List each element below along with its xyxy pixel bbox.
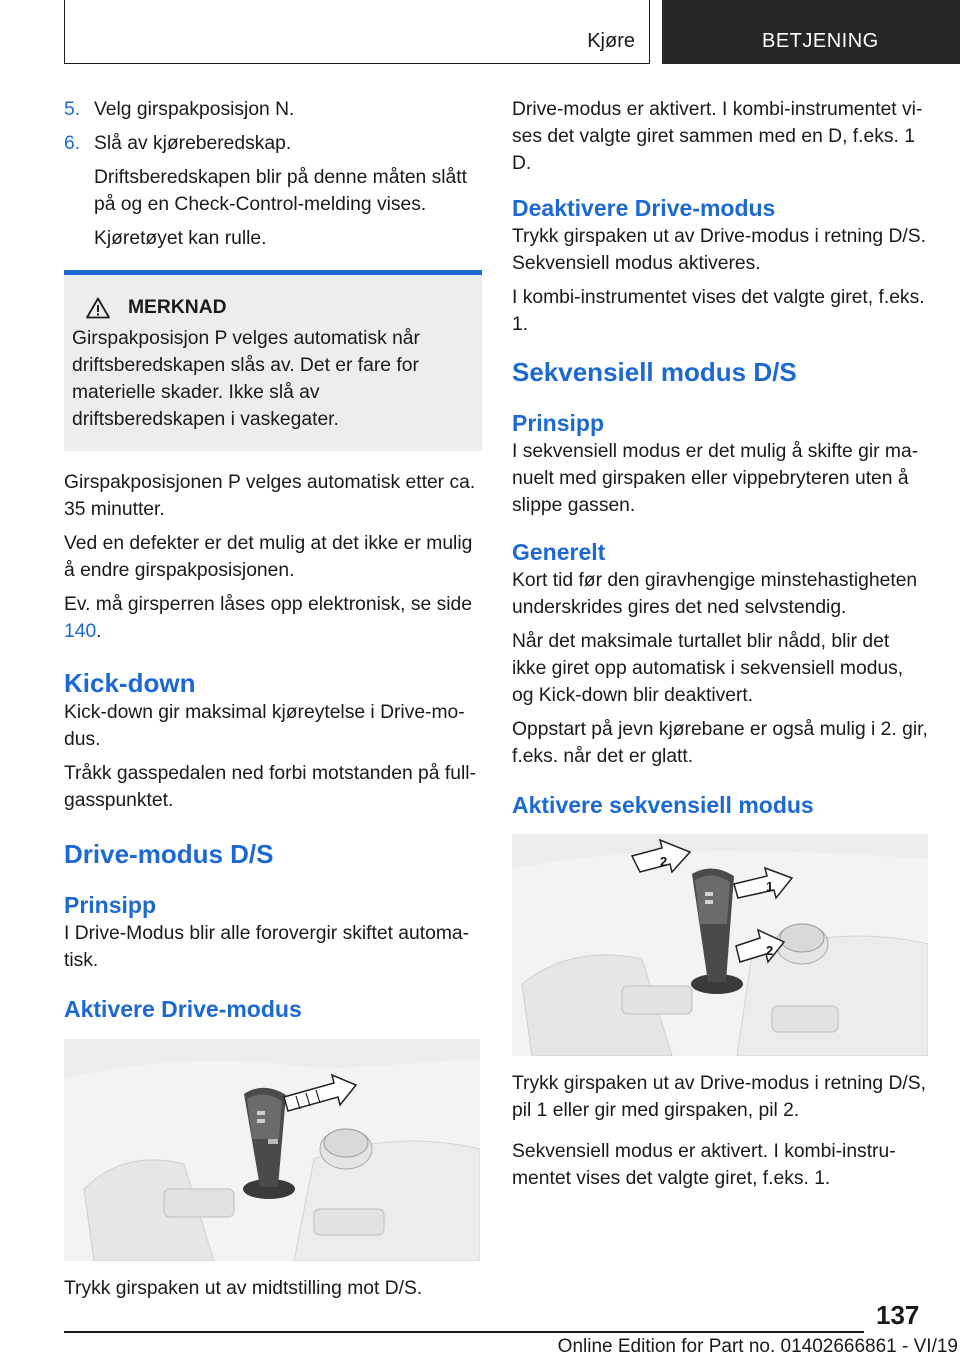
paragraph: I Drive-Modus blir alle forovergir skiftet automatisk. <box>64 923 470 971</box>
paragraph: Girspakposisjonen P velges automatisk etter ca. 35 minutter. <box>64 472 476 520</box>
image-caption: Trykk girspaken ut av midtstilling mot D/S. <box>64 1278 423 1299</box>
gear-selector-arrows-image <box>512 834 928 1056</box>
header-section-box <box>64 0 650 64</box>
paragraph: Når det maksimale turtallet blir nådd, blir det ikke giret opp automatisk i sekvensiell modus, og Kick-down blir deaktivert. <box>512 631 904 706</box>
paragraph: Trykk girspaken ut av Drive-modus i retning D/S. Sekvensiell modus aktiveres. <box>512 226 926 274</box>
paragraph: Kort tid før den giravhengige minstehastigheten underskrides gires det ned selvstendig. <box>512 570 918 618</box>
header-chapter-box <box>662 0 960 64</box>
step-text: Slå av kjøreberedskap. <box>94 133 292 154</box>
footer-divider <box>64 1331 864 1333</box>
step-detail: Kjøretøyet kan rulle. <box>94 228 267 249</box>
paragraph: Ved en defekter er det mulig at det ikke er mulig å endre girspakposisjonen. <box>64 533 473 581</box>
step-number: 5. <box>64 99 81 120</box>
arrow-label: 2 <box>766 943 774 958</box>
warning-icon <box>86 297 110 319</box>
header-chapter-title: BETJENING <box>762 30 879 52</box>
list-item <box>64 96 482 123</box>
header-section-title: Kjøre <box>587 30 635 52</box>
list-item <box>64 130 482 157</box>
paragraph: Ev. må girsperren låses opp elektronisk, se side 140. <box>64 594 472 642</box>
heading-activate-drive: Aktivere Drive-modus <box>64 996 302 1022</box>
heading-general: Generelt <box>512 539 606 565</box>
step-text: Velg girspakposisjon N. <box>94 99 295 120</box>
image-caption: Trykk girspaken ut av Drive-modus i retning D/S, pil 1 eller gir med girspaken, pil 2. <box>512 1073 926 1121</box>
left-column <box>64 96 482 1309</box>
paragraph: Tråkk gasspedalen ned forbi motstanden på fullgasspunktet. <box>64 763 476 811</box>
paragraph: Drive-modus er aktivert. I kombi-instrumentet vises det valgte giret sammen med en D, f.eks. 1 D. <box>512 99 923 174</box>
notice-box <box>64 270 482 451</box>
notice-text: Girspakposisjon P velges automatisk når driftsberedskapen slås av. Det er fare for materielle skader. Ikke slå av driftsberedskapen i vaskegater. <box>72 328 420 430</box>
gear-selector-image <box>64 1039 480 1261</box>
paragraph: Sekvensiell modus er aktivert. I kombi-instrumentet vises det valgte giret, f.eks. 1. <box>512 1141 896 1189</box>
heading-principle: Prinsipp <box>64 892 157 918</box>
page-link[interactable]: 140 <box>64 621 97 642</box>
heading-activate-sequential: Aktivere sekvensiell modus <box>512 792 814 818</box>
step-number: 6. <box>64 133 81 154</box>
heading-principle: Prinsipp <box>512 410 605 436</box>
arrow-label: 1 <box>766 879 774 894</box>
paragraph: I kombi-instrumentet vises det valgte giret, f.eks. 1. <box>512 287 925 335</box>
arrow-label: 2 <box>660 854 668 869</box>
paragraph: Oppstart på jevn kjørebane er også mulig i 2. gir, f.eks. når det er glatt. <box>512 719 928 767</box>
heading-sequential-mode: Sekvensiell modus D/S <box>512 357 797 387</box>
page-number: 137 <box>876 1300 920 1330</box>
heading-drive-mode: Drive-modus D/S <box>64 839 274 869</box>
paragraph: Kick-down gir maksimal kjøreytelse i Drive-modus. <box>64 702 465 750</box>
heading-deactivate-drive: Deaktivere Drive-modus <box>512 195 776 221</box>
paragraph: I sekvensiell modus er det mulig å skifte gir manuelt med girspaken eller vippebryteren uten å slippe gassen. <box>512 441 919 516</box>
notice-title: MERKNAD <box>128 297 227 318</box>
right-column <box>512 96 928 1199</box>
footer-edition: Online Edition for Part no. 01402666861 - VI/19 <box>557 1336 958 1357</box>
heading-kick-down: Kick-down <box>64 668 196 698</box>
step-detail: Driftsberedskapen blir på denne måten slått på og en Check-Control-melding vises. <box>94 167 467 215</box>
